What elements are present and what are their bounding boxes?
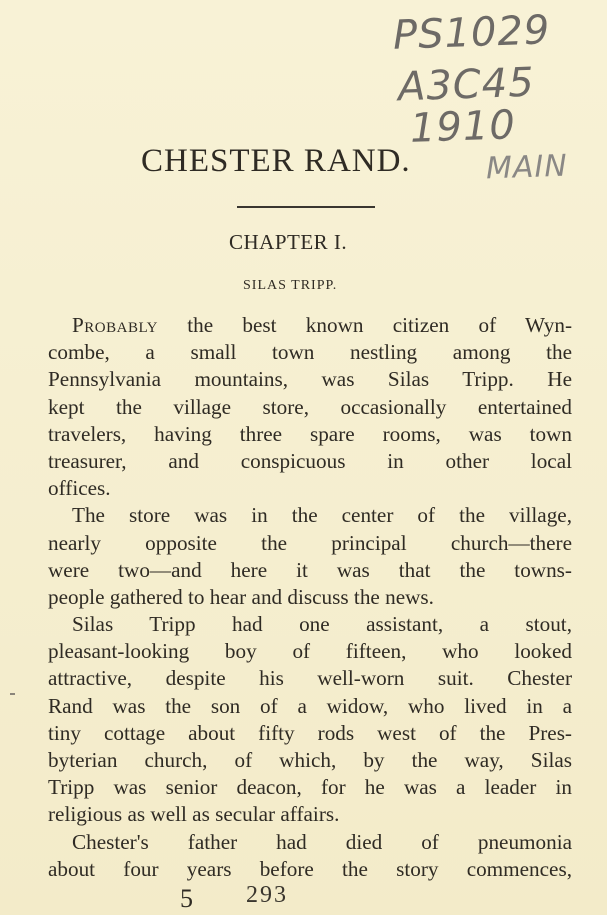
body-line: were two—and here it was that the towns- <box>48 557 572 582</box>
title-divider <box>237 206 375 208</box>
body-line: treasurer, and conspicuous in other local <box>48 448 572 473</box>
body-line: Chester's father had died of pneumonia <box>72 829 572 854</box>
chapter-subtitle: SILAS TRIPP. <box>243 278 338 293</box>
body-line: Rand was the son of a widow, who lived in a <box>48 693 572 718</box>
body-line: people gathered to hear and discuss the news. <box>48 584 434 609</box>
body-line: travelers, having three spare rooms, was town <box>48 421 572 446</box>
location-note: MAIN <box>485 148 569 187</box>
body-line: pleasant-looking boy of fifteen, who looked <box>48 639 572 664</box>
chapter-heading: CHAPTER I. <box>229 230 348 254</box>
body-line-text: the best known citizen of Wyn- <box>187 313 573 337</box>
body-line: The store was in the center of the village, <box>72 503 572 528</box>
body-line: attractive, despite his well-worn suit. Chester <box>48 666 572 691</box>
chapter-body <box>48 312 572 883</box>
body-line <box>48 312 572 339</box>
body-line: Pennsylvania mountains, was Silas Tripp. He <box>48 367 572 392</box>
body-line: byterian church, of which, by the way, Silas <box>48 748 572 772</box>
signature-mark: 5 <box>180 884 193 913</box>
body-line: Tripp was senior deacon, for he was a leader in <box>48 775 572 800</box>
margin-mark <box>10 693 15 695</box>
call-number-line-1: PS1029 <box>392 7 552 59</box>
body-line: offices. <box>48 476 111 501</box>
body-line: about four years before the story commences, <box>48 856 572 881</box>
call-number-line-3: 1910 <box>409 102 517 152</box>
body-line: kept the village store, occasionally entertained <box>48 394 572 419</box>
call-number-line-2: A3C45 <box>397 59 536 111</box>
body-line: tiny cottage about fifty rods west of the Pres- <box>48 720 572 745</box>
book-title: CHESTER RAND. <box>141 143 411 179</box>
page-number: 293 <box>246 882 288 908</box>
body-line: combe, a small town nestling among the <box>48 340 572 365</box>
lead-word: Probably <box>72 313 158 337</box>
body-line: nearly opposite the principal church—there <box>48 530 572 555</box>
body-line: religious as well as secular affairs. <box>48 802 340 827</box>
body-line: Silas Tripp had one assistant, a stout, <box>72 612 572 637</box>
